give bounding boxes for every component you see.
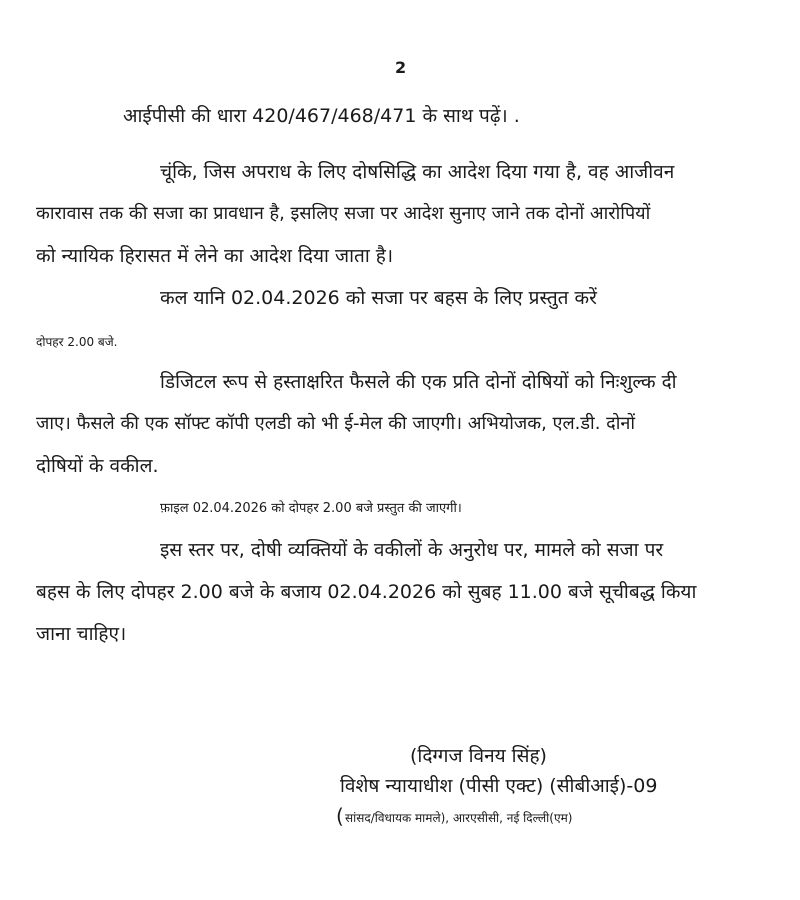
paragraph-line: को न्यायिक हिरासत में लेने का आदेश दिया जाता है। xyxy=(36,245,394,267)
ipc-section-line: आईपीसी की धारा 420/467/468/471 के साथ पढ़ें। . xyxy=(123,105,520,127)
paragraph-line: जाना चाहिए। xyxy=(36,623,127,645)
paragraph-line: इस स्तर पर, दोषी व्यक्तियों के वकीलों के अनुरोध पर, मामले को सजा पर xyxy=(160,539,664,561)
court-name: सांसद/विधायक मामले), आरएसीसी, नई दिल्ली(एम) xyxy=(345,811,573,825)
paragraph-line: डिजिटल रूप से हस्ताक्षरित फैसले की एक प्रति दोनों दोषियों को निःशुल्क दी xyxy=(160,371,677,393)
paragraph-line: कारावास तक की सजा का प्रावधान है, इसलिए सजा पर आदेश सुनाए जाने तक दोनों आरोपियों xyxy=(36,203,651,224)
paragraph-line: चूंकि, जिस अपराध के लिए दोषसिद्धि का आदेश दिया गया है, वह आजीवन xyxy=(160,161,675,183)
page-number: 2 xyxy=(395,58,407,77)
court-open-paren: ( xyxy=(336,804,344,828)
judge-name: (दिग्गज विनय सिंह) xyxy=(410,745,547,767)
paragraph-line: बहस के लिए दोपहर 2.00 बजे के बजाय 02.04.2026 को सुबह 11.00 बजे सूचीबद्ध किया xyxy=(36,581,697,603)
file-note: फ़ाइल 02.04.2026 को दोपहर 2.00 बजे प्रस्तुत की जाएगी। xyxy=(160,501,462,516)
paragraph-line: जाए। फैसले की एक सॉफ्ट कॉपी एलडी को भी ई-मेल की जाएगी। अभियोजक, एल.डी. दोनों xyxy=(36,413,636,434)
hearing-line: कल यानि 02.04.2026 को सजा पर बहस के लिए प्रस्तुत करें xyxy=(160,287,597,309)
judge-designation: विशेष न्यायाधीश (पीसी एक्ट) (सीबीआई)-09 xyxy=(340,775,658,797)
time-note: दोपहर 2.00 बजे. xyxy=(36,335,118,349)
paragraph-line: दोषियों के वकील. xyxy=(36,455,159,477)
